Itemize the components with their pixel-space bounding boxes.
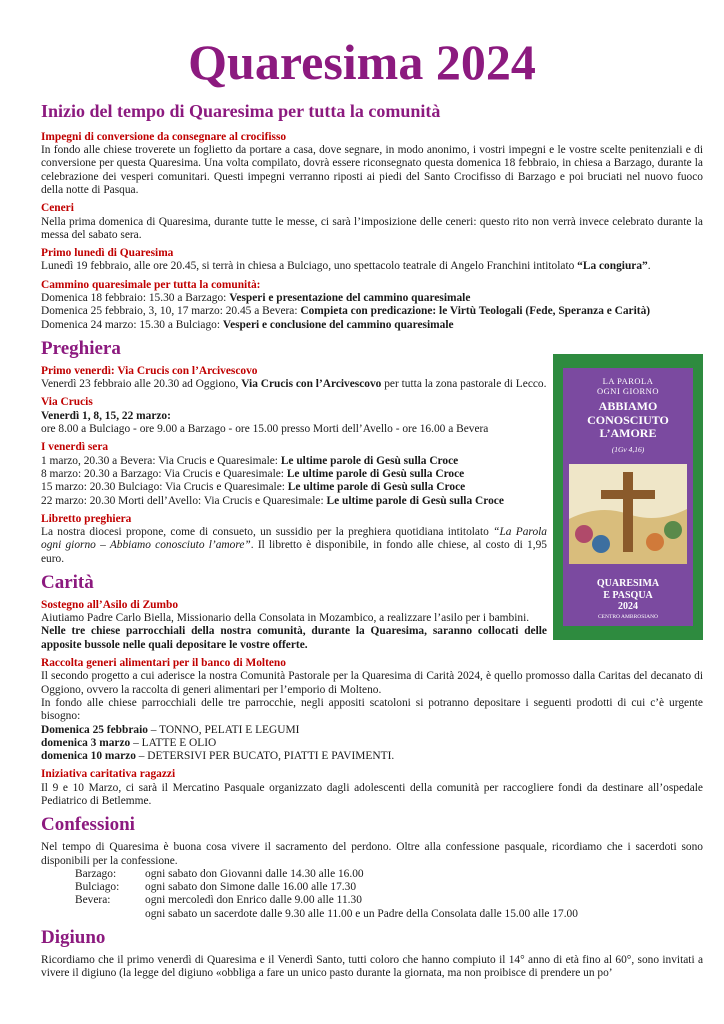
raccolta-item-date: domenica 10 marzo bbox=[41, 750, 136, 763]
raccolta-item-goods: – LATTE E OLIO bbox=[130, 736, 217, 749]
sera-item-plain: 15 marzo: 20.30 Bulciago: Via Crucis e Quaresimale: bbox=[41, 481, 288, 494]
venerdi-plain: Venerdì 23 febbraio alle 20.30 ad Oggiono, bbox=[41, 378, 242, 391]
sera-block bbox=[41, 441, 547, 507]
cammino-item bbox=[41, 319, 703, 332]
sera-item-bold: Le ultime parole di Gesù sulla Croce bbox=[326, 494, 504, 507]
ceneri-text: Nella prima domenica di Quaresima, durante tutte le messe, ci sarà l’imposizione delle ceneri: questo rito non verrà invece celebrato durante la messa del sabato sera. bbox=[41, 215, 703, 241]
impegni-text: In fondo alle chiese troverete un foglietto da portare a casa, dove segnare, in modo anonimo, i vostri impegni e le vostre scelte penitenziali e di conversione per questa Quaresima. Una volta compilato, dovrà essere riconsegnato questa domenica 18 febbraio, in chiesa a Barzago, durante la celebrazione dei vesperi comunitari. Questi impegni verranno riposti ai piedi del Santo Crocifisso di Barzago e poi bruciati nel nuovo fuoco della notte di Pasqua. bbox=[41, 144, 703, 196]
ceneri-block bbox=[41, 202, 703, 242]
raccolta-item bbox=[41, 724, 703, 737]
raccolta-text-1: Il secondo progetto a cui aderisce la nostra Comunità Pastorale per la Quaresima di Carità 2024, è quello promosso dalla Caritas del decanato di Oggiono, ovvero la raccolta di generi alimentari per l’emporio di Molteno. bbox=[41, 670, 703, 696]
cammino-item-plain: Domenica 18 febbraio: 15.30 a Barzago: bbox=[41, 292, 230, 305]
zumbo-text: Aiutiamo Padre Carlo Biella, Missionario della Consolata in Mozambico, a realizzare l’asilo per i bambini. bbox=[41, 612, 530, 625]
raccolta-title: Raccolta generi alimentari per il banco di Molteno bbox=[41, 657, 286, 670]
cammino-item-bold: Vesperi e conclusione del cammino quaresimale bbox=[222, 318, 454, 331]
confessioni-place: Bevera: bbox=[75, 894, 111, 907]
via-crucis-block bbox=[41, 396, 547, 436]
cammino-item-plain: Domenica 24 marzo: 15.30 a Bulciago: bbox=[41, 318, 223, 331]
lunedi-block bbox=[41, 247, 703, 274]
impegni-block bbox=[41, 131, 703, 197]
lunedi-text bbox=[41, 260, 703, 273]
raccolta-block bbox=[41, 657, 703, 763]
venerdi-text bbox=[41, 378, 547, 391]
raccolta-item-goods: – TONNO, PELATI E LEGUMI bbox=[147, 723, 300, 736]
figure-left bbox=[575, 525, 593, 543]
zumbo-block bbox=[41, 599, 547, 652]
cammino-title: Cammino quaresimale per tutta la comunità: bbox=[41, 278, 261, 291]
cammino-item-bold: Compieta con predicazione: le Virtù Teologali (Fede, Speranza e Carità) bbox=[300, 305, 651, 318]
raccolta-item-date: domenica 3 marzo bbox=[41, 736, 131, 749]
sera-title: I venerdì sera bbox=[41, 441, 109, 454]
cammino-item bbox=[41, 305, 703, 318]
sera-item bbox=[41, 481, 547, 494]
figure-right-2 bbox=[664, 521, 682, 539]
libretto-post: . Il libretto è disponibile, in fondo alle chiese, al costo di 1,95 euro. bbox=[41, 539, 547, 565]
book-reference: (1Gv 4,16) bbox=[611, 444, 645, 454]
confessioni-row bbox=[41, 881, 703, 894]
book-cover-image bbox=[553, 354, 703, 640]
via-crucis-times: ore 8.00 a Bulciago - ore 9.00 a Barzago - ore 15.00 presso Morti dell’Avello - ore 16.00 a Bevera bbox=[41, 423, 489, 436]
confessioni-block bbox=[41, 841, 703, 921]
venerdi-title: Primo venerdì: Via Crucis con l’Arcivescovo bbox=[41, 364, 258, 377]
section-heading-confessioni: Confessioni bbox=[41, 814, 135, 836]
page-title: Quaresima 2024 bbox=[188, 34, 536, 90]
cammino-block bbox=[41, 279, 703, 332]
raccolta-text-2: In fondo alle chiese parrocchiali delle tre parrocchie, negli appositi scatoloni si potranno depositare i seguenti prodotti di cui c’è urgente bisogno: bbox=[41, 696, 703, 723]
book-subtitle-line: E PASQUA bbox=[603, 589, 653, 601]
cross-vertical-beam bbox=[623, 472, 633, 552]
zumbo-title: Sostegno all’Asilo di Zumbo bbox=[41, 598, 179, 611]
venerdi-block bbox=[41, 365, 547, 392]
libretto-text bbox=[41, 526, 547, 566]
zumbo-bold-text bbox=[41, 625, 547, 652]
raccolta-item bbox=[41, 750, 703, 763]
book-title bbox=[563, 400, 693, 441]
cross-horizontal-beam bbox=[601, 490, 655, 499]
libretto-block bbox=[41, 513, 547, 566]
confessioni-place bbox=[41, 908, 145, 921]
confessioni-row bbox=[41, 868, 703, 881]
via-crucis-dates bbox=[41, 410, 547, 423]
book-subtitle-line: QUARESIMA bbox=[596, 578, 660, 589]
lunedi-end: . bbox=[647, 260, 651, 273]
libretto-plain: La nostra diocesi propone, come di consueto, un sussidio per la preghiera quotidiana intitolato bbox=[41, 526, 494, 539]
section-heading-digiuno: Digiuno bbox=[41, 927, 106, 949]
sera-item bbox=[41, 468, 547, 481]
book-cover bbox=[563, 368, 693, 626]
publisher-logo: CENTRO AMBROSIANO bbox=[597, 614, 659, 620]
raccolta-item bbox=[41, 737, 703, 750]
section-heading-preghiera: Preghiera bbox=[41, 337, 121, 359]
section-heading-carita: Carità bbox=[41, 572, 94, 593]
sera-item bbox=[41, 495, 547, 508]
via-crucis-title: Via Crucis bbox=[41, 396, 93, 409]
confessioni-times: ogni sabato don Giovanni dalle 14.30 alle 16.00 bbox=[145, 867, 364, 880]
libretto-italic: “La Parola ogni giorno – Abbiamo conosciuto l’amore” bbox=[41, 526, 548, 552]
ceneri-title: Ceneri bbox=[41, 202, 74, 215]
lunedi-bold: “La congiura” bbox=[577, 260, 648, 273]
lunedi-plain: Lunedì 19 febbraio, alle ore 20.45, si terrà in chiesa a Bulciago, uno spettacolo teatrale di Angelo Franchini intitolato bbox=[41, 260, 578, 273]
cammino-item bbox=[41, 292, 703, 305]
via-crucis-dates-bold: Venerdì 1, 8, 15, 22 marzo: bbox=[41, 409, 171, 422]
sera-item-bold: Le ultime parole di Gesù sulla Croce bbox=[287, 481, 466, 494]
book-title-line: CONOSCIUTO bbox=[587, 412, 669, 427]
confessioni-place: Barzago: bbox=[75, 867, 117, 880]
figure-right bbox=[646, 533, 664, 551]
confessioni-row bbox=[41, 908, 703, 921]
ragazzi-text: Il 9 e 10 Marzo, ci sarà il Mercatino Pasquale organizzato dagli adolescenti della comunità per raccogliere fondi da destinare all’ospedale Pediatrico di Betlemme. bbox=[41, 781, 703, 808]
sera-item-bold: Le ultime parole di Gesù sulla Croce bbox=[280, 454, 459, 467]
lunedi-title: Primo lunedì di Quaresima bbox=[41, 247, 174, 260]
impegni-title: Impegni di conversione da consegnare al crocifisso bbox=[41, 130, 287, 143]
book-title-line: L’AMORE bbox=[599, 426, 657, 440]
zumbo-bold: Nelle tre chiese parrocchiali della nostra comunità, durante la Quaresima, saranno collocati delle apposite bussole nelle quali depositare le vostre offerte. bbox=[41, 625, 547, 651]
sera-item-plain: 22 marzo: 20.30 Morti dell’Avello: Via Crucis e Quaresimale: bbox=[41, 494, 327, 507]
raccolta-item-date: Domenica 25 febbraio bbox=[41, 723, 148, 736]
confessioni-times: ogni sabato don Simone dalle 16.00 alle 17.30 bbox=[145, 881, 357, 894]
book-subtitle bbox=[563, 578, 693, 613]
confessioni-place: Bulciago: bbox=[75, 881, 120, 894]
book-year: 2024 bbox=[618, 601, 638, 612]
section-heading-inizio: Inizio del tempo di Quaresima per tutta la comunità bbox=[41, 101, 441, 121]
venerdi-bold: Via Crucis con l’Arcivescovo bbox=[241, 378, 382, 391]
confessioni-row bbox=[41, 894, 703, 907]
book-series-line: OGNI GIORNO bbox=[597, 386, 659, 396]
book-series-line: LA PAROLA bbox=[602, 376, 654, 386]
raccolta-item-goods: – DETERSIVI PER BUCATO, PIATTI E PAVIMENTI. bbox=[135, 750, 395, 763]
libretto-title: Libretto preghiera bbox=[41, 512, 132, 525]
sera-item bbox=[41, 455, 547, 468]
confessioni-times: ogni sabato un sacerdote dalle 9.30 alle 11.00 e un Padre della Consolata dalle 15.00 alle 17.00 bbox=[145, 907, 578, 920]
cammino-item-plain: Domenica 25 febbraio, 3, 10, 17 marzo: 20.45 a Bevera: bbox=[41, 305, 301, 318]
confessioni-times: ogni mercoledì don Enrico dalle 9.00 alle 11.30 bbox=[145, 894, 362, 907]
venerdi-post: per tutta la zona pastorale di Lecco. bbox=[381, 378, 547, 391]
confessioni-intro: Nel tempo di Quaresima è buona cosa vivere il sacramento del perdono. Oltre alla confessione pasquale, ricordiamo che i sacerdoti sono disponibili per la confessione. bbox=[41, 841, 703, 867]
sera-item-bold: Le ultime parole di Gesù sulla Croce bbox=[286, 467, 465, 480]
cross-illustration bbox=[569, 464, 687, 564]
figure-left-2 bbox=[592, 535, 610, 553]
book-title-line: ABBIAMO bbox=[598, 399, 658, 413]
cammino-item-bold: Vesperi e presentazione del cammino quaresimale bbox=[229, 292, 471, 305]
ragazzi-block bbox=[41, 768, 703, 808]
book-series bbox=[563, 368, 693, 396]
ragazzi-title: Iniziativa caritativa ragazzi bbox=[41, 768, 176, 781]
digiuno-text: Ricordiamo che il primo venerdì di Quaresima e il Venerdì Santo, tutti coloro che hanno compiuto il 14° anno di età fino al 60°, sono invitati a vivere il digiuno (la legge del digiuno «obbliga a fare un unico pasto durante la giornata, ma non proibisce di prendere un po’ bbox=[41, 953, 703, 980]
sera-item-plain: 1 marzo, 20.30 a Bevera: Via Crucis e Quaresimale: bbox=[41, 454, 281, 467]
sera-item-plain: 8 marzo: 20.30 a Barzago: Via Crucis e Quaresimale: bbox=[41, 467, 287, 480]
